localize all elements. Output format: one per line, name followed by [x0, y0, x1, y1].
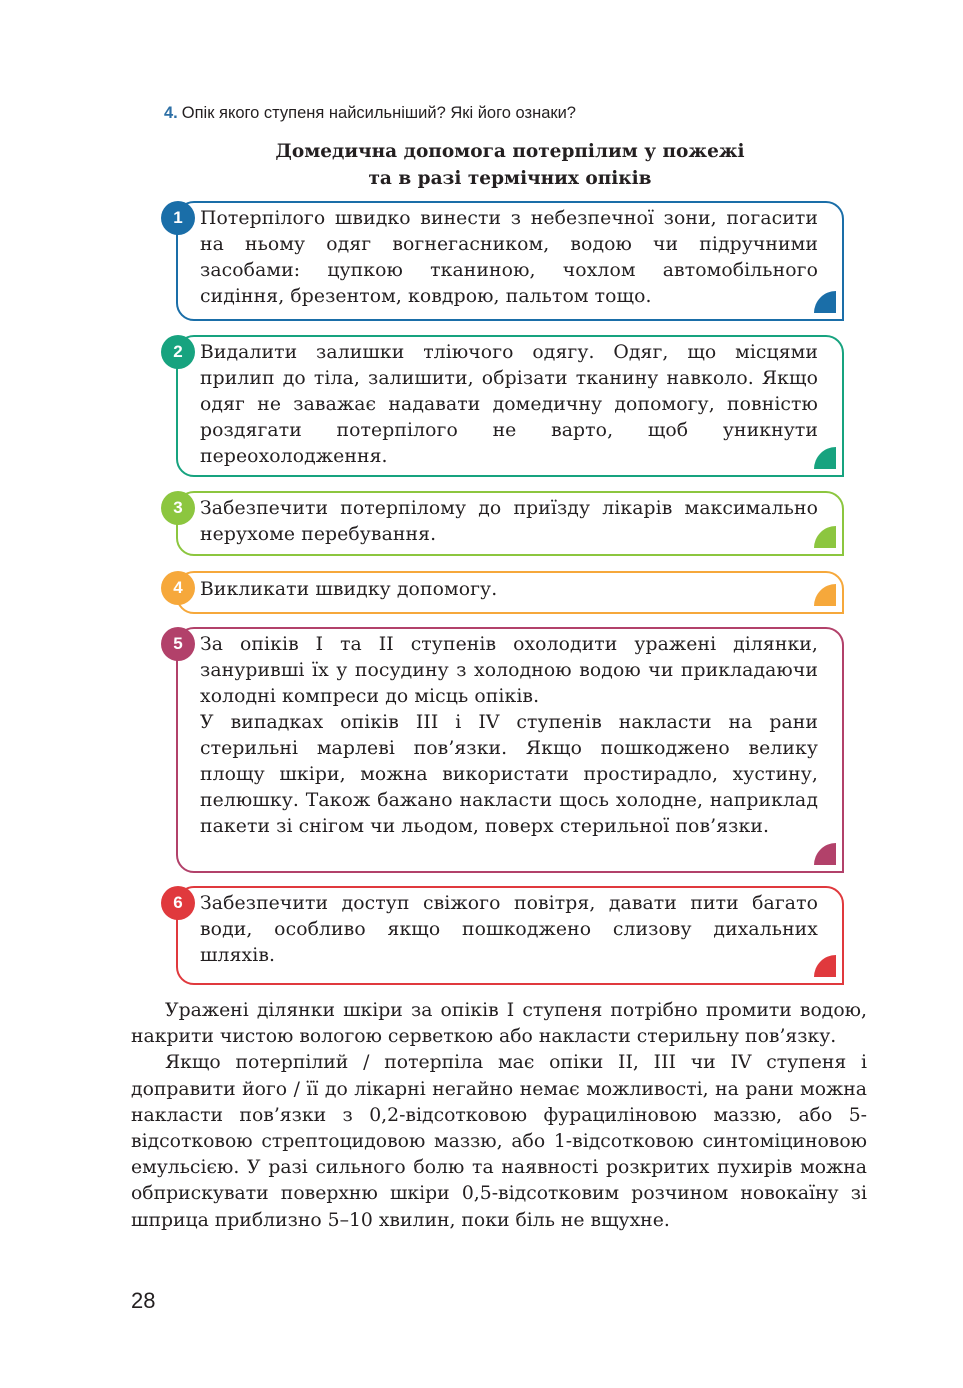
step-text: [200, 577, 818, 603]
step-card-2: [173, 335, 844, 477]
step-card-4: [173, 571, 844, 614]
step-text: [200, 632, 818, 840]
step-badge: 4: [161, 571, 195, 605]
step-text: [200, 891, 818, 969]
step-badge: 6: [161, 886, 195, 920]
step-paragraph: За опіків I та II ступенів охолодити уражені ділянки, занурившi їх у посудину з холодною водою чи прикладаючи холодні компреси до місць опіків.: [200, 634, 818, 707]
step-card-1: [173, 201, 844, 321]
heading-line-2: та в разі термічних опіків: [368, 168, 652, 189]
step-paragraph: Викликати швидку допомогу.: [200, 579, 498, 600]
step-card-5: [173, 627, 844, 873]
leaf-corner-icon: [814, 843, 836, 865]
step-card-6: [173, 886, 844, 985]
question-number: 4.: [164, 104, 178, 122]
heading-line-1: Домедична допомога потерпілим у пожежі: [275, 141, 745, 162]
step-paragraph: Потерпілого швидко винести з небезпечної зони, погасити на ньому одяг вогнегасником, водою чи підручними засобами: цупкою тканиною, чохлом автомобільного сидіння, брезентом, ковдрою, пальтом тощо.: [200, 208, 818, 307]
question-text: Опік якого ступеня найсильніший? Які його ознаки?: [181, 104, 576, 122]
body-paragraph-1: Уражені ділянки шкіри за опіків I ступеня потрібно промити водою, накрити чистою вологою серветкою або накласти стерильну пов’язку.: [131, 1000, 867, 1048]
body-paragraph-2: Якщо потерпілий / потерпіла має опіки II, III чи IV ступеня і доправити його / її до лікарні негайно немає можливості, на рани можна накласти пов’язки з 0,2-відсотковою фурациліновою маззю, або 5-відсотковою стрептоцидовою маззю, або 1-відсотковою синтоміциновою емульсією. У разі сильного болю та наявності розкритих пухирів можна обприскувати поверхню шкіри 0,5-відсотковим розчином новокаїну зі шприца приблизно 5–10 хвилин, поки біль не вщухне.: [131, 1052, 867, 1231]
step-text: [200, 206, 818, 310]
step-badge: 3: [161, 491, 195, 525]
step-text: [200, 496, 818, 548]
section-heading: [160, 138, 860, 192]
step-text: [200, 340, 818, 470]
step-badge: 1: [161, 201, 195, 235]
body-text: [131, 998, 867, 1234]
step-paragraph: Забезпечити доступ свіжого повітря, давати пити багато води, особливо якщо пошкоджено слизову дихальних шляхів.: [200, 893, 818, 966]
step-paragraph: Забезпечити потерпілому до приїзду лікарів максимально нерухоме перебування.: [200, 498, 818, 545]
page-number: 28: [131, 1288, 156, 1313]
step-badge: 5: [161, 627, 195, 661]
step-paragraph: Видалити залишки тліючого одягу. Одяг, що місцями прилип до тіла, залишити, обрізати тканину навколо. Якщо одяг не заважає надавати домедичну допомогу, повністю роздягати потерпілого не варто, щоб уникнути переохолодження.: [200, 342, 818, 467]
review-question: [164, 104, 576, 123]
step-badge: 2: [161, 335, 195, 369]
step-paragraph: У випадках опіків III і IV ступенів накласти на рани стерильні марлеві пов’язки. Якщо пошкоджено велику площу шкіри, можна використати простирадло, хустину, пелюшку. Також бажано накласти щось холодне, наприклад пакети зі снігом чи льодом, поверх стерильної пов’язки.: [200, 712, 818, 837]
step-card-3: [173, 491, 844, 556]
